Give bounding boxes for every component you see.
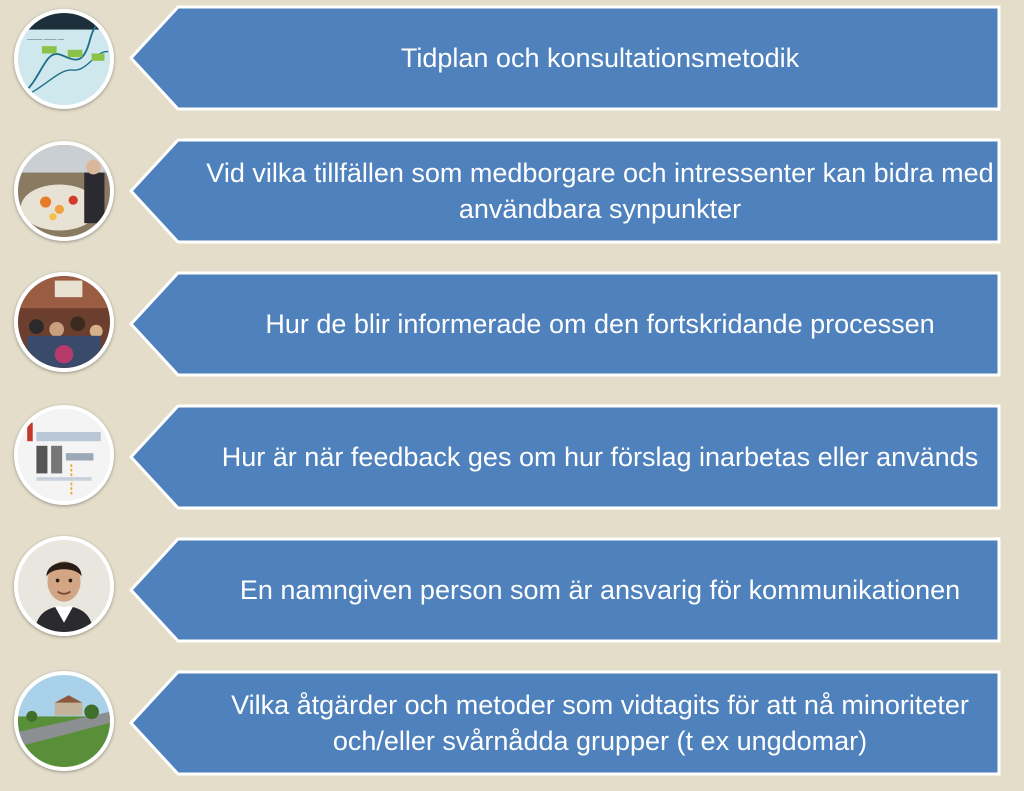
item-label: Vid vilka tillfällen som medborgare och intressenter kan bidra med användbara synpunkter <box>206 158 994 224</box>
workshop-table-photo <box>14 141 114 241</box>
item-label: Hur är när feedback ges om hur förslag inarbetas eller används <box>221 442 979 472</box>
item-label: En namngiven person som är ansvarig för kommunikationen <box>239 575 961 605</box>
item-label: Hur de blir informerade om den fortskridande processen <box>265 309 935 339</box>
item-label: Vilka åtgärder och metoder som vidtagits för att nå minoriteter och/eller svårnådda grupper (t ex ungdomar) <box>231 690 969 756</box>
list-item <box>0 270 1024 378</box>
timeline-chart-photo <box>14 9 114 109</box>
item-label: Tidplan och konsultationsmetodik <box>400 43 800 73</box>
list-item <box>0 137 1024 245</box>
public-meeting-audience-photo <box>14 272 114 372</box>
list-item <box>0 4 1024 112</box>
svg-text:_____ ____ __: _____ ____ __ <box>27 34 65 41</box>
contact-person-portrait-photo <box>14 536 114 636</box>
list-item <box>0 536 1024 644</box>
list-item <box>0 403 1024 511</box>
process-diagram-photo <box>14 405 114 505</box>
list-item <box>0 669 1024 777</box>
road-landscape-photo <box>14 671 114 771</box>
